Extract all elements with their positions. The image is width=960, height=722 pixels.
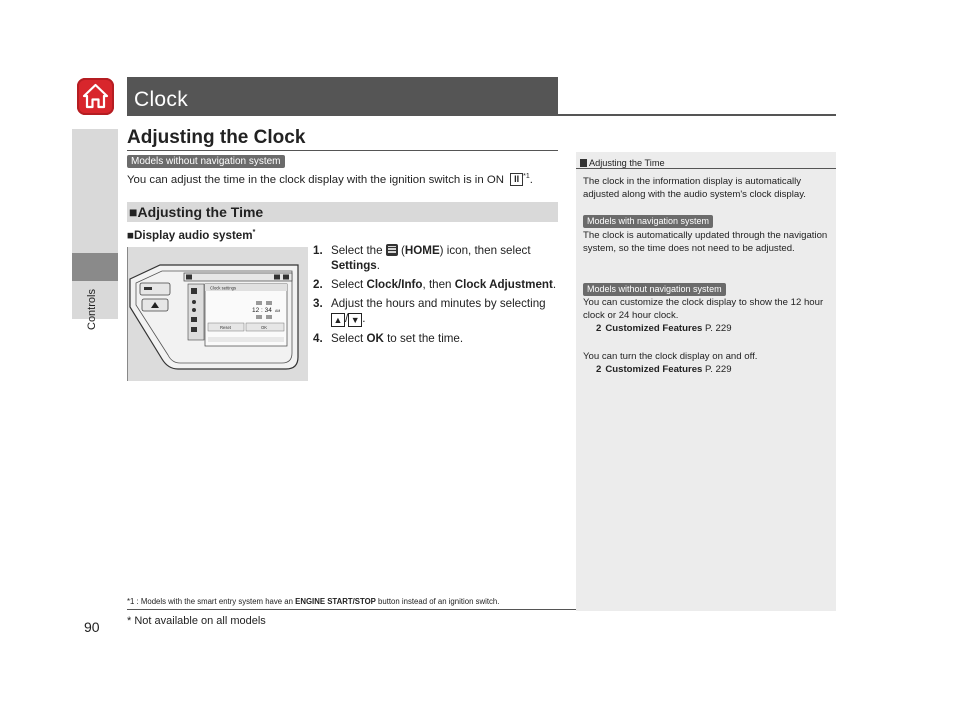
- title-bar: [127, 77, 558, 114]
- customized-features-link-2[interactable]: [596, 364, 732, 375]
- not-available-note: * Not available on all models: [127, 615, 266, 627]
- footnote-prefix: *1 : Models with the smart entry system have an: [127, 597, 296, 606]
- sidebar-para-3: You can customize the clock display to show the 12 hour clock or 24 hour clock.: [583, 297, 824, 322]
- intro-before: You can adjust the time in the clock display with the ignition switch is in ON: [127, 174, 508, 186]
- step-text: Adjust the hours and minutes by selecting: [331, 297, 546, 310]
- display-audio-text: ■Display audio system: [127, 229, 253, 242]
- step-text: .: [362, 312, 366, 325]
- clock-adjustment-label: Clock Adjustment: [454, 278, 553, 291]
- sidebar-para-4: You can turn the clock display on and off.: [583, 351, 758, 362]
- sub-heading: ■Adjusting the Time: [129, 204, 264, 220]
- home-label: HOME: [404, 244, 440, 257]
- settings-label: Settings: [331, 259, 377, 272]
- step-text: .: [376, 259, 380, 272]
- link-label: Customized Features: [605, 323, 703, 334]
- link-arrow-icon: 2: [596, 364, 602, 375]
- home-grid-icon: [386, 244, 398, 256]
- step-number: 3.: [313, 297, 323, 310]
- step-text: /: [345, 312, 349, 325]
- step-text: Select: [331, 332, 367, 345]
- step-number: 1.: [313, 244, 323, 257]
- link-arrow-icon: 2: [596, 323, 602, 334]
- step-text: .: [552, 278, 557, 291]
- home-icon: [77, 78, 114, 115]
- up-arrow-icon: ▲: [331, 313, 345, 327]
- step-4: [313, 331, 558, 346]
- page-title: Clock: [134, 88, 189, 111]
- link-page: P. 229: [702, 323, 732, 334]
- sidebar-badge-nav: Models with navigation system: [583, 215, 713, 228]
- step-3: [313, 296, 558, 327]
- illus-ok: OK: [261, 325, 268, 330]
- step-2: [313, 277, 558, 292]
- sidebar-heading: [580, 158, 665, 168]
- title-rule: [127, 114, 836, 116]
- side-tab-marker: [72, 253, 118, 281]
- illus-reset: Reset: [220, 325, 231, 330]
- sidebar-heading-rule: [576, 168, 836, 169]
- intro-after: .: [529, 174, 533, 186]
- ignition-key-label: II: [510, 173, 523, 186]
- step-text: Select the: [331, 244, 386, 257]
- illus-ampm: AM: [275, 309, 281, 313]
- steps-list: [313, 243, 558, 350]
- step-1: [313, 243, 558, 273]
- display-audio-illustration: [127, 247, 308, 381]
- down-arrow-icon: ▼: [348, 313, 362, 327]
- step-number: 2.: [313, 278, 323, 291]
- illus-screen-title: Clock settings: [210, 285, 237, 291]
- audio-unit-drawing: [128, 247, 308, 381]
- clock-info-label: Clock/Info: [366, 278, 423, 291]
- sidebar-para-1: The clock in the information display is automatically adjusted along with the audio system's clock display.: [583, 176, 806, 201]
- footnote: [127, 597, 499, 606]
- model-badge: Models without navigation system: [127, 155, 285, 168]
- step-number: 4.: [313, 332, 323, 345]
- intro-footnote-ref: *1: [523, 173, 530, 180]
- step-text: to set the time.: [383, 332, 464, 345]
- display-audio-label: [127, 229, 255, 242]
- sidebar-badge-no-nav: Models without navigation system: [583, 283, 726, 296]
- step-text: ) icon, then select: [439, 244, 531, 257]
- sidebar-para-2: The clock is automatically updated through the navigation system, so the time does not need to be adjusted.: [583, 230, 828, 255]
- sidebar-heading-text: Adjusting the Time: [589, 158, 665, 168]
- home-button[interactable]: [77, 78, 114, 115]
- link-page: P. 229: [702, 364, 732, 375]
- link-label: Customized Features: [605, 364, 703, 375]
- step-text: Select: [331, 278, 367, 291]
- side-tab-label: Controls: [86, 289, 98, 330]
- footnote-bold: ENGINE START/STOP: [295, 597, 376, 606]
- section-title: Adjusting the Clock: [127, 127, 306, 148]
- ok-label: OK: [366, 332, 384, 345]
- customized-features-link-1[interactable]: [596, 323, 732, 334]
- note-icon: [580, 159, 587, 167]
- display-audio-footnote-ref: *: [252, 229, 256, 236]
- step-text: , then: [422, 278, 455, 291]
- illus-time: 12 : 34: [252, 307, 272, 314]
- step-text: (: [397, 244, 405, 257]
- intro-text: [127, 173, 557, 186]
- footnote-suffix: button instead of an ignition switch.: [375, 597, 500, 606]
- section-rule: [127, 150, 558, 151]
- page-number: 90: [84, 619, 100, 635]
